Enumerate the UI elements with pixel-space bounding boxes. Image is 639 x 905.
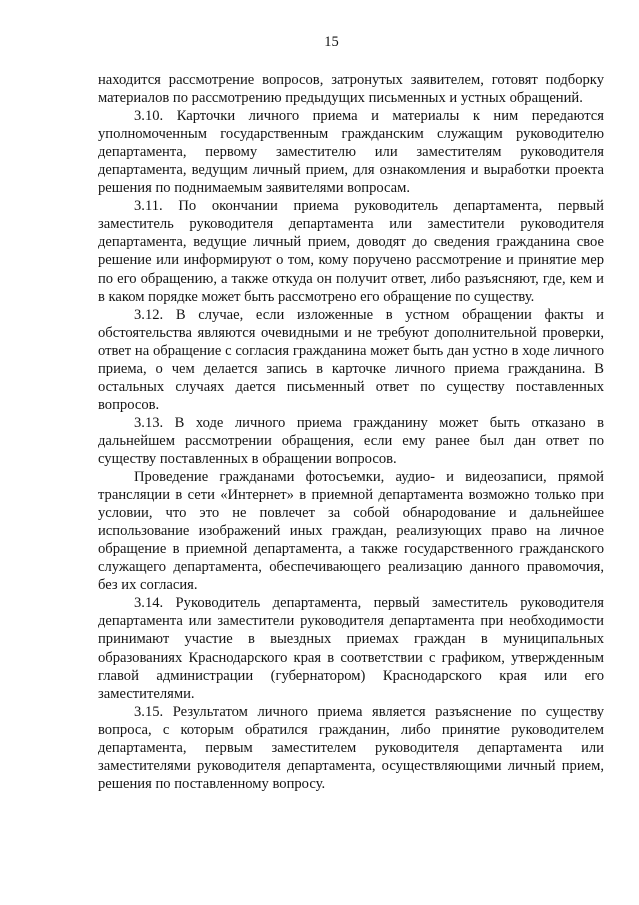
page-number: 15 bbox=[324, 34, 339, 50]
paragraph-3-10: 3.10. Карточки личного приема и материалы к ним передаются уполномоченным государственным гражданским служащим руководителю департамента, первому заместителю или заместителям руководителя департамента, ведущим личный прием, для ознакомления и выработки проекта решения по поднимаемым заявителями вопросам. bbox=[98, 108, 604, 197]
document-body bbox=[98, 71, 604, 793]
paragraph-3-13: 3.13. В ходе личного приема гражданину может быть отказано в дальнейшем рассмотрении обращения, если ему ранее был дан ответ по существу поставленных в обращении вопросов. bbox=[98, 414, 604, 467]
paragraph-3-11: 3.11. По окончании приема руководитель департамента, первый заместитель руководителя департамента или заместители руководителя департамента, ведущие личный прием, доводят до сведения гражданина свое решение или информируют о том, кому поручено рассмотрение и принятие мер по его обращению, а также откуда он получит ответ, либо разъясняют, где, кем и в каком порядке может быть рассмотрено его обращение по существу. bbox=[98, 198, 604, 305]
paragraph-3-14: 3.14. Руководитель департамента, первый заместитель руководителя департамента или заместители руководителя департамента при необходимости принимают участие в выездных приемах граждан в муниципальных образованиях Краснодарского края в соответствии с графиком, утвержденным главой администрации (губернатором) Краснодарского края или его заместителями. bbox=[98, 595, 604, 702]
paragraph-photo-video-recording: Проведение гражданами фотосъемки, аудио- и видеозаписи, прямой трансляции в сети «Интернет» в приемной департамента возможно только при условии, что это не повлечет за собой обнародование и дальнейшее использование изображений иных граждан, реализующих право на личное обращение в приемной департамента, а также государственного гражданского служащего департамента, обеспечивающего реализацию данного правомочия, без их согласия. bbox=[98, 469, 604, 594]
paragraph-3-15: 3.15. Результатом личного приема является разъяснение по существу вопроса, с которым обратился гражданин, либо принятие руководителем департамента, первым заместителем руководителя департамента или заместителями руководителя департамента, осуществляющими личный прием, решения по поставленному вопросу. bbox=[98, 703, 604, 792]
paragraph-continuation: находится рассмотрение вопросов, затронутых заявителем, готовят подборку материалов по рассмотрению предыдущих письменных и устных обращений. bbox=[98, 72, 604, 107]
paragraph-3-12: 3.12. В случае, если изложенные в устном обращении факты и обстоятельства являются очевидными и не требуют дополнительной проверки, ответ на обращение с согласия гражданина может быть дан устно в ходе личного приема, о чем делается запись в карточке личного приема гражданина. В остальных случаях дается письменный ответ по существу поставленных вопросов. bbox=[98, 306, 604, 413]
